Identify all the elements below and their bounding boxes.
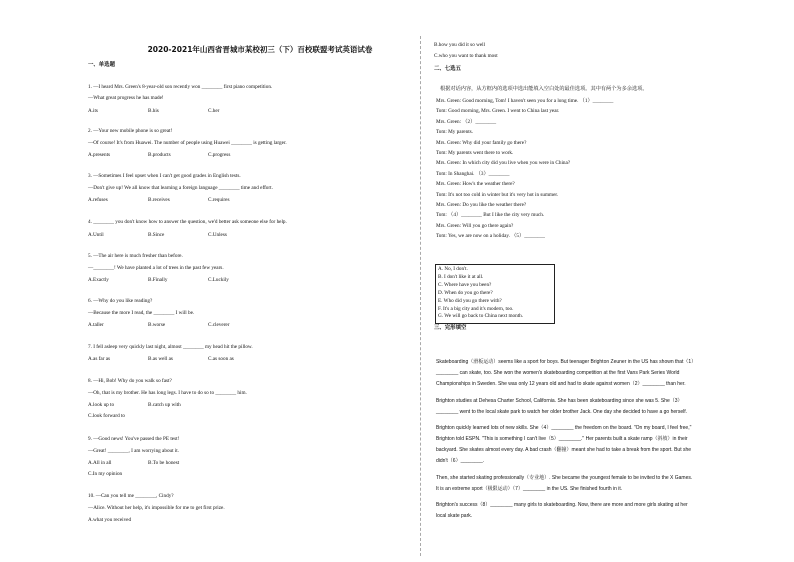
dialogue-line: Tom: In Shanghai. （3）________ [436, 170, 510, 177]
page-title: 2020-2021年山西省晋城市某校初三（下）百校联盟考试英语试卷 [147, 45, 373, 54]
answer-options-row [88, 322, 268, 328]
question-line: —Because the more I read, the ________ I will be. [88, 310, 195, 316]
dialogue-line: Tom: Good morning, Mrs. Green. I went to China last year. [436, 108, 560, 115]
answer-option: C.progress [208, 152, 231, 158]
option-item: D. When do you go there? [438, 289, 493, 296]
answer-option: B.catch up with [148, 402, 181, 408]
answer-option: B.receives [148, 197, 170, 203]
answer-option: A.look up to [88, 402, 115, 408]
section-seven-choose-five-heading: 二、七选五 [434, 66, 461, 72]
answer-option: B.worse [148, 322, 166, 328]
option-item: G. We will go back to China next month. [438, 313, 524, 320]
answer-option: A.refuses [88, 197, 108, 203]
option-item: A. No, I don't. [438, 266, 468, 272]
passage-line: Then, she started skating professionally（专业地）. She became the youngest female to be invited to the X Games. [436, 475, 693, 481]
answer-option: C.requires [208, 197, 230, 203]
answer-option: C.as soon as [208, 356, 234, 362]
passage-line: didn't（6）________. [436, 458, 485, 464]
dialogue-line: Mrs. Green: Good morning, Tom! I haven't seen you for a long time. （1）________ [436, 98, 614, 104]
question-line: 3. —Sometimes I feel upset when I can't get good grades in English tests. [88, 173, 241, 179]
answer-option: A.presents [88, 152, 111, 158]
question-line: 4. ________ you don't know how to answer the question, we'd better ask someone else for help. [88, 219, 287, 225]
answer-option: A.Until [88, 232, 104, 238]
question-line: 6. —Why do you like reading? [88, 298, 153, 304]
passage-line: backyard. She skates almost every day. A bad crash（翻撞）meant she had to take a break from the sport. But she [436, 447, 692, 453]
dialogue-line: Tom: Yes, we are now on a holiday. （5）________ [436, 233, 545, 240]
dialogue-line: Tom: My parents. [436, 129, 473, 136]
question-line: C.look forward to [88, 413, 126, 419]
dialogue-line: Mrs. Green: Why did your family go there? [436, 139, 527, 146]
answer-option: A.its [88, 108, 98, 114]
section-single-choice-heading: 一、单选题 [88, 62, 115, 68]
question-line: 5. —The air here is much fresher than before. [88, 253, 183, 259]
answer-options-row [88, 197, 268, 203]
dialogue-line: Mrs. Green: （2）________ [436, 118, 497, 125]
section-cloze-heading: 三、完形填空 [434, 325, 467, 331]
dialogue-line: Mrs. Green: How's the weather there? [436, 181, 515, 188]
dialogue-line: Mrs. Green: Will you go there again? [436, 222, 514, 229]
answer-options-row [88, 152, 268, 158]
answer-option: A.taller [88, 322, 104, 328]
answer-option: B.how you did it so well [434, 42, 486, 48]
answer-options-row [88, 356, 268, 362]
dialogue-line: Mrs. Green: In which city did you live when you were in China? [436, 160, 571, 167]
passage-line: local skate park. [436, 513, 473, 519]
question-line: —Of course! It's from Huawei. The number of people using Huawei ________ is getting larger. [88, 140, 287, 146]
answer-option: C.Unless [208, 232, 227, 238]
answer-option: A.as far as [88, 356, 111, 362]
question-line: —Don't give up! We all know that learning a foreign language ________ time and effort. [88, 185, 273, 191]
answer-option: B.To be honest [148, 460, 180, 466]
passage-line: Brighton studies at Dehesa Charter School, California. She has been skateboarding since she was 5. She（3） [436, 398, 683, 404]
answer-option: C.cleverer [208, 322, 230, 328]
answer-options-row [88, 460, 208, 466]
option-item: E. Who did you go there with? [438, 297, 502, 304]
answer-option: B.Finally [148, 277, 168, 283]
passage-line: ________ went to the local skate park to watch her older brother Jack. One day she decided to have a go herself. [436, 409, 687, 415]
option-item: B. I don't like it at all. [438, 273, 484, 280]
column-divider [420, 36, 421, 556]
question-line: 7. I fell asleep very quickly last night, almost ________ my head hit the pillow. [88, 344, 253, 350]
answer-option: B.his [148, 108, 159, 114]
answer-option: C.her [208, 108, 220, 114]
question-line: 1. —I heard Mrs. Green's 8-year-old son recently won ________ first piano competition. [88, 84, 273, 90]
passage-line: Brighton's success（8）________ many girls to skateboarding. Now, there are more and more girls skating at her [436, 502, 688, 508]
answer-option: B.products [148, 152, 171, 158]
answer-option: A.All in all [88, 460, 112, 466]
question-line: 10. —Can you tell me ________, Cindy? [88, 493, 174, 499]
answer-option: B.as well as [148, 356, 173, 362]
passage-line: It is an extreme sport（极限运动）（7）________ in the US. She finished fourth in it. [436, 486, 623, 492]
answer-option: C.Luckily [208, 277, 229, 283]
question-line: —________! We have planted a lot of trees in the past few years. [88, 265, 224, 271]
question-line: —Alice. Without her help, it's impossible for me to get first prize. [88, 505, 225, 511]
answer-option: A.Exactly [88, 277, 109, 283]
passage-line: Brighton quickly learned lots of new skills. She（4）________ the freedom on the board. "On my board, I feel free," [436, 425, 692, 431]
section-seven-choose-five-instructions: 根据对话内容，从方框内的选项中选出能填入空白处的最佳选项。其中有两个为多余选项。 [440, 86, 648, 92]
question-line: 8. —Hi, Bob! Why do you walk so fast? [88, 378, 172, 384]
answer-option: B.Since [148, 232, 165, 238]
dialogue-line: Mrs. Green: Do you like the weather there? [436, 202, 527, 208]
dialogue-line: Tom: My parents went there to work. [436, 150, 514, 156]
option-item: F. It's a big city and it's modern, too. [438, 305, 514, 312]
answer-options-row [88, 277, 268, 283]
option-item: C. Where have you been? [438, 281, 492, 288]
question-line: C.In my opinion [88, 471, 123, 477]
question-line: —What great progress he has made! [88, 95, 164, 101]
answer-options-row [88, 108, 268, 114]
answer-option: C.who you want to thank most [434, 53, 498, 59]
answer-options-row [88, 232, 268, 238]
passage-line: Brighton told ESPN. "This is something I can't live（5）________." Her parents built a skate ramp（斜坡）in their [436, 436, 688, 442]
question-line: —Great! ________, I am worrying about it. [88, 448, 180, 454]
passage-line: Skateboarding（滑板运动）seems like a sport for boys. But teenager Brighton Zeuner in the US has shown that（1） [436, 359, 697, 365]
answer-options-row [88, 402, 208, 408]
dialogue-line: Tom: It's not too cold in winter but it's very hot in summer. [436, 191, 559, 198]
question-line: —Oh, that is my brother. He has long legs. I have to do so to ________ him. [88, 390, 247, 396]
passage-line: ________ can skate, too. She won the women's skateboarding competition at the first Vans Park Series World [436, 370, 680, 376]
dialogue-line: Tom: （4）________ But I like the city very much. [436, 212, 545, 219]
passage-line: Championships in Sweden. She was only 12 years old and had to skate against women（2）________ than her. [436, 381, 686, 387]
question-line: A.what you received [88, 517, 132, 523]
question-line: 9. —Good news! You've passed the PE test! [88, 436, 180, 442]
question-line: 2. —Your new mobile phone is so great! [88, 128, 173, 134]
